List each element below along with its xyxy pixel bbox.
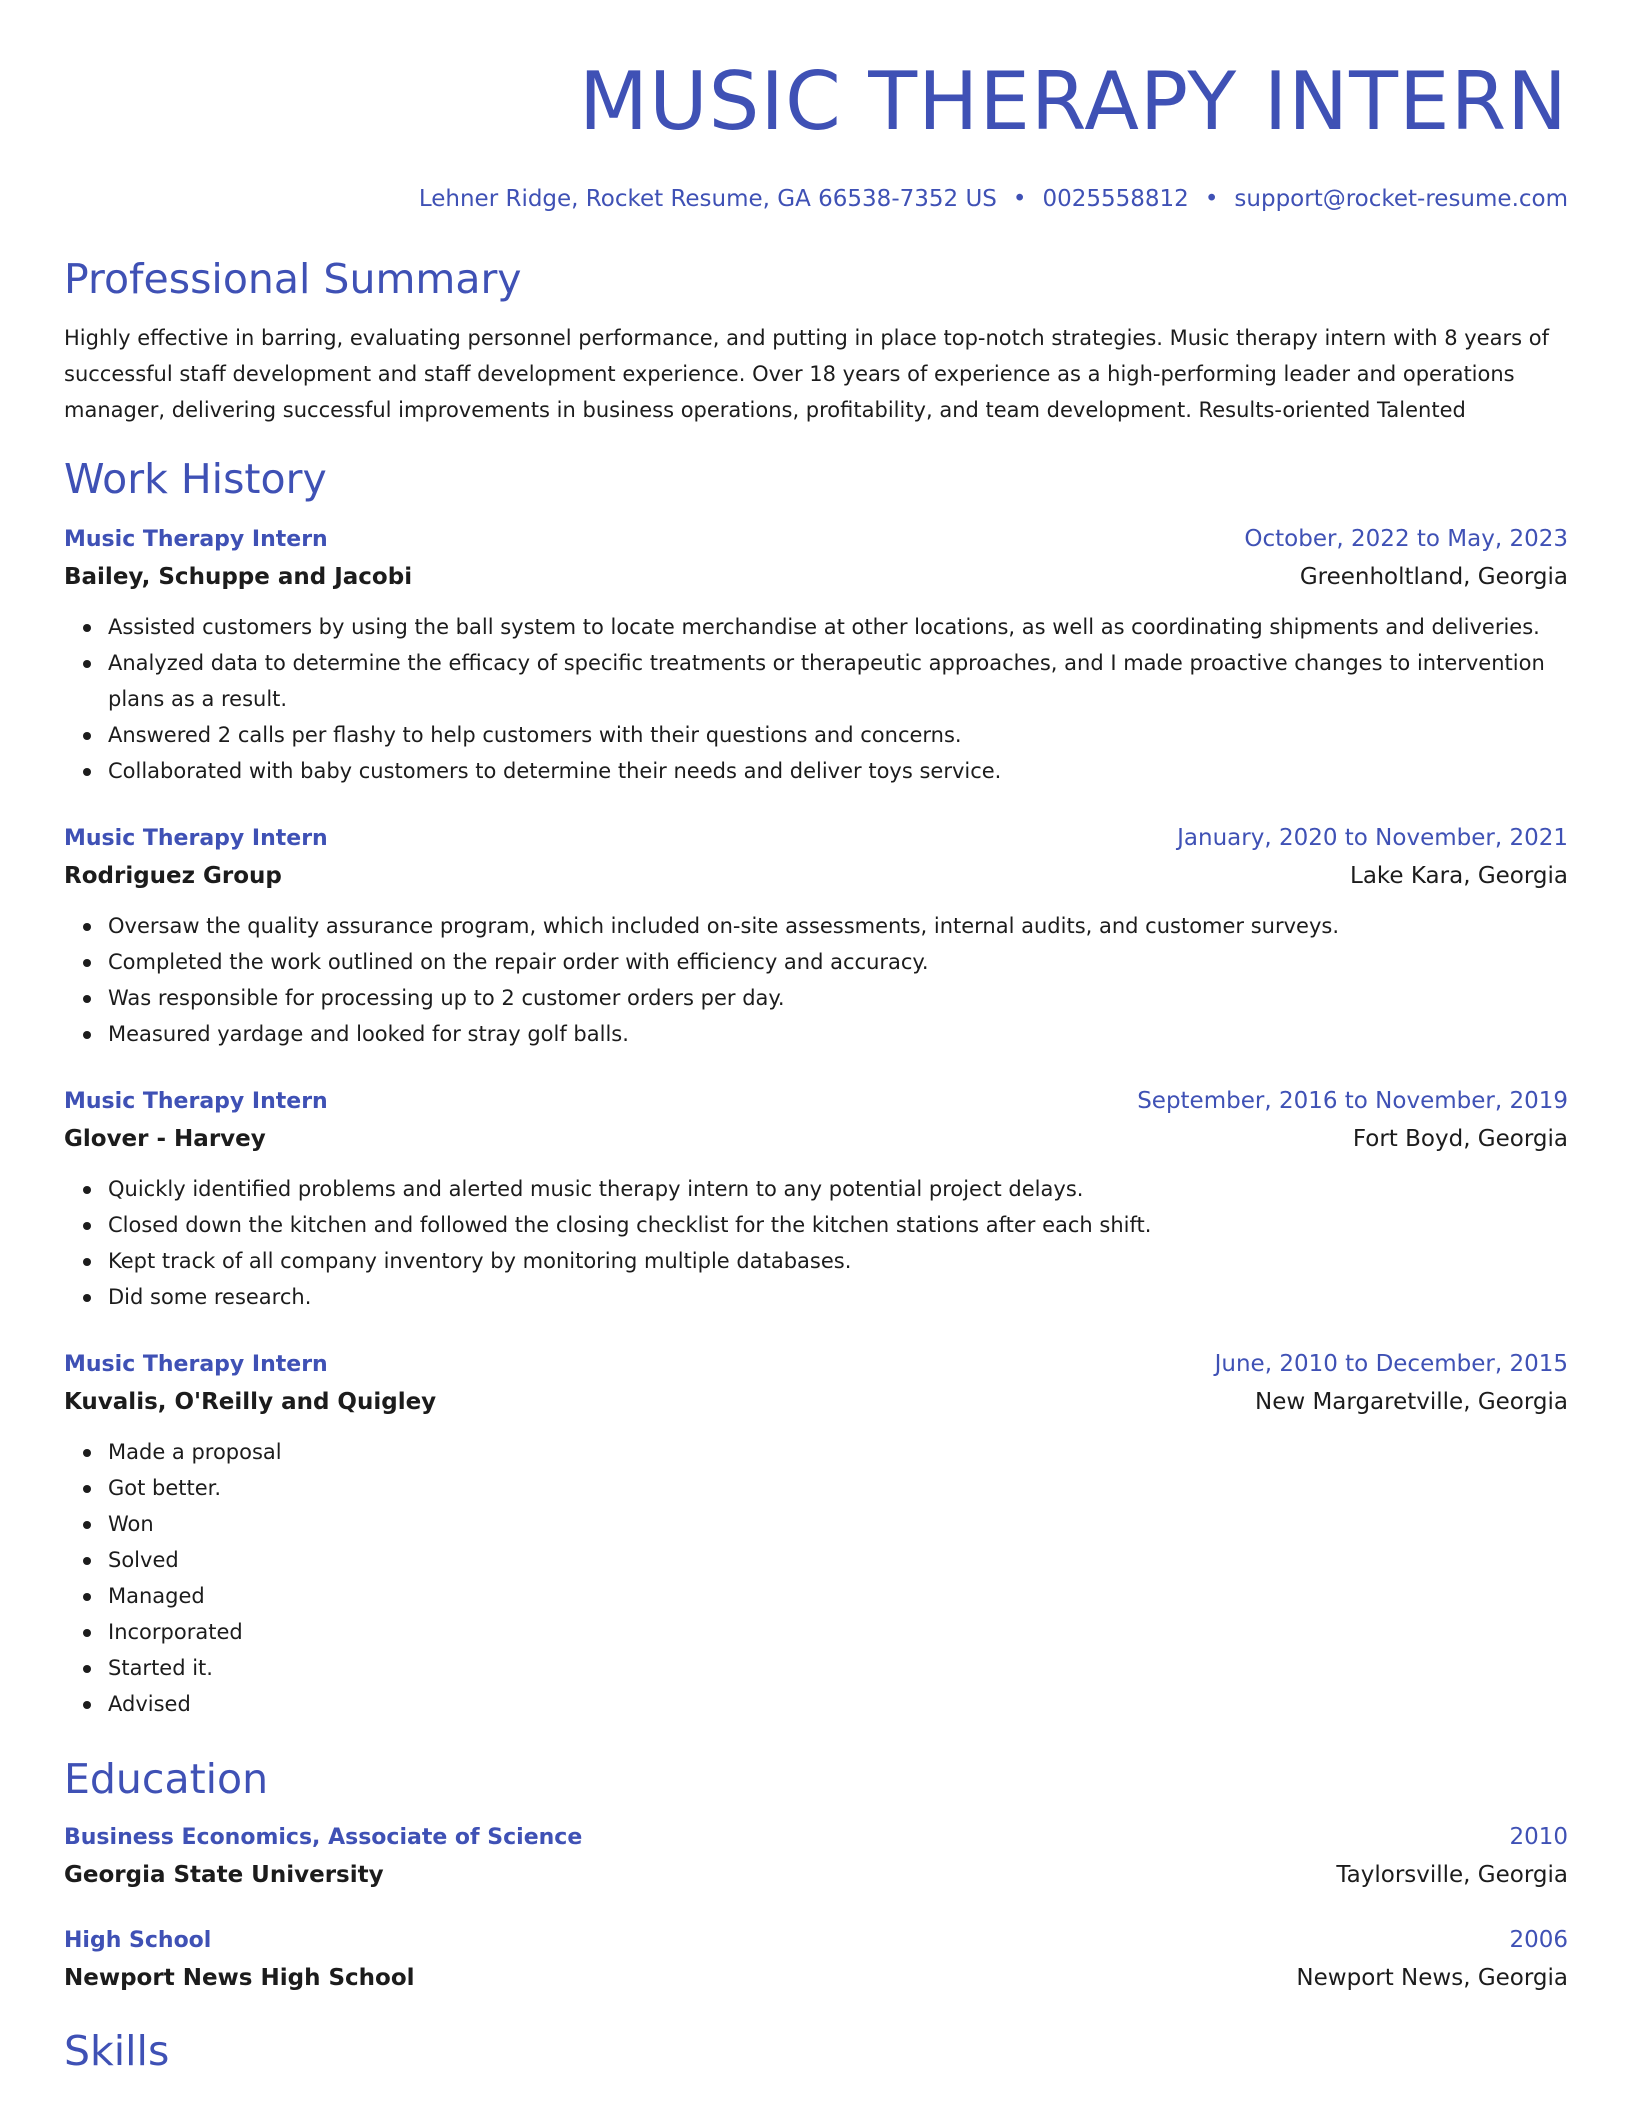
job-title: Music Therapy Intern bbox=[64, 1352, 328, 1377]
section-heading-education: Education bbox=[64, 1755, 269, 1803]
contact-line bbox=[64, 184, 1568, 214]
job-bullet: Closed down the kitchen and followed the closing checklist for the kitchen stations after each shift. bbox=[108, 1207, 1568, 1243]
job-bullet: Incorporated bbox=[108, 1614, 1568, 1650]
job-bullets bbox=[64, 908, 1568, 1052]
job-bullet: Solved bbox=[108, 1542, 1568, 1578]
job-location: Lake Kara, Georgia bbox=[1350, 863, 1568, 889]
job-dates: June, 2010 to December, 2015 bbox=[1214, 1351, 1568, 1377]
job-company: Rodriguez Group bbox=[64, 863, 282, 889]
job-bullet: Completed the work outlined on the repair order with efficiency and accuracy. bbox=[108, 944, 1568, 980]
job-entry bbox=[64, 1347, 1568, 1722]
education-school: Newport News High School bbox=[64, 1965, 415, 1991]
contact-address: Lehner Ridge, Rocket Resume, GA 66538-7352 US bbox=[418, 186, 997, 212]
job-bullet: Made a proposal bbox=[108, 1434, 1568, 1470]
education-degree: High School bbox=[64, 1928, 212, 1953]
education-school: Georgia State University bbox=[64, 1862, 384, 1888]
job-bullet: Managed bbox=[108, 1578, 1568, 1614]
summary-text: Highly effective in barring, evaluating personnel performance, and putting in place top-notch strategies. Music therapy intern with 8 years of successful staff development and staff development experience. Over 18 years of experience as a high-performing leader and operations manager, delivering successful improvements in business operations, profitability, and team development. Results-oriented Talented bbox=[64, 326, 1549, 422]
section-heading-skills: Skills bbox=[64, 2027, 170, 2075]
education-location: Taylorsville, Georgia bbox=[1336, 1862, 1568, 1888]
contact-phone[interactable]: 0025558812 bbox=[1042, 186, 1189, 212]
job-title: Music Therapy Intern bbox=[64, 1089, 328, 1114]
work-history-list bbox=[64, 522, 1568, 1722]
job-dates: September, 2016 to November, 2019 bbox=[1137, 1088, 1568, 1114]
job-bullet: Started it. bbox=[108, 1650, 1568, 1686]
education-entry bbox=[64, 1923, 1568, 1998]
job-title: Music Therapy Intern bbox=[64, 527, 328, 552]
job-bullet: Got better. bbox=[108, 1470, 1568, 1506]
job-dates: January, 2020 to November, 2021 bbox=[1177, 825, 1568, 851]
job-location: Greenholtland, Georgia bbox=[1299, 564, 1568, 590]
resume-page bbox=[64, 0, 1568, 2076]
contact-separator: • bbox=[1012, 186, 1027, 212]
job-bullet: Oversaw the quality assurance program, which included on-site assessments, internal audits, and customer surveys. bbox=[108, 908, 1568, 944]
contact-email[interactable]: support@rocket-resume.com bbox=[1234, 186, 1568, 212]
job-entry bbox=[64, 1084, 1568, 1315]
job-bullet: Assisted customers by using the ball system to locate merchandise at other locations, as well as coordinating shipments and deliveries. bbox=[108, 609, 1568, 645]
education-list bbox=[64, 1820, 1568, 1998]
job-entry bbox=[64, 522, 1568, 789]
job-bullets bbox=[64, 609, 1568, 789]
job-entry bbox=[64, 821, 1568, 1052]
job-bullet: Collaborated with baby customers to determine their needs and deliver toys service. bbox=[108, 753, 1568, 789]
job-title: Music Therapy Intern bbox=[64, 826, 328, 851]
job-company: Glover - Harvey bbox=[64, 1126, 266, 1152]
job-company: Bailey, Schuppe and Jacobi bbox=[64, 564, 413, 590]
job-bullet: Won bbox=[108, 1506, 1568, 1542]
section-heading-work-history: Work History bbox=[64, 455, 327, 503]
job-bullets bbox=[64, 1171, 1568, 1315]
job-bullets bbox=[64, 1434, 1568, 1722]
job-location: New Margaretville, Georgia bbox=[1254, 1389, 1568, 1415]
job-bullet: Was responsible for processing up to 2 customer orders per day. bbox=[108, 980, 1568, 1016]
contact-separator: • bbox=[1204, 186, 1219, 212]
education-year: 2010 bbox=[1509, 1824, 1568, 1850]
section-heading-summary: Professional Summary bbox=[64, 255, 522, 303]
job-location: Fort Boyd, Georgia bbox=[1352, 1126, 1568, 1152]
education-location: Newport News, Georgia bbox=[1296, 1965, 1568, 1991]
education-entry bbox=[64, 1820, 1568, 1895]
job-bullet: Advised bbox=[108, 1686, 1568, 1722]
education-year: 2006 bbox=[1509, 1927, 1568, 1953]
job-bullet: Answered 2 calls per flashy to help customers with their questions and concerns. bbox=[108, 717, 1568, 753]
education-degree: Business Economics, Associate of Science bbox=[64, 1825, 583, 1850]
job-bullet: Measured yardage and looked for stray golf balls. bbox=[108, 1016, 1568, 1052]
job-bullet: Did some research. bbox=[108, 1279, 1568, 1315]
job-bullet: Quickly identified problems and alerted music therapy intern to any potential project delays. bbox=[108, 1171, 1568, 1207]
job-bullet: Kept track of all company inventory by monitoring multiple databases. bbox=[108, 1243, 1568, 1279]
resume-title: MUSIC THERAPY INTERN bbox=[579, 55, 1568, 148]
job-dates: October, 2022 to May, 2023 bbox=[1244, 526, 1568, 552]
job-bullet: Analyzed data to determine the efficacy of specific treatments or therapeutic approaches, and I made proactive changes to intervention plans as a result. bbox=[108, 645, 1568, 717]
job-company: Kuvalis, O'Reilly and Quigley bbox=[64, 1389, 437, 1415]
